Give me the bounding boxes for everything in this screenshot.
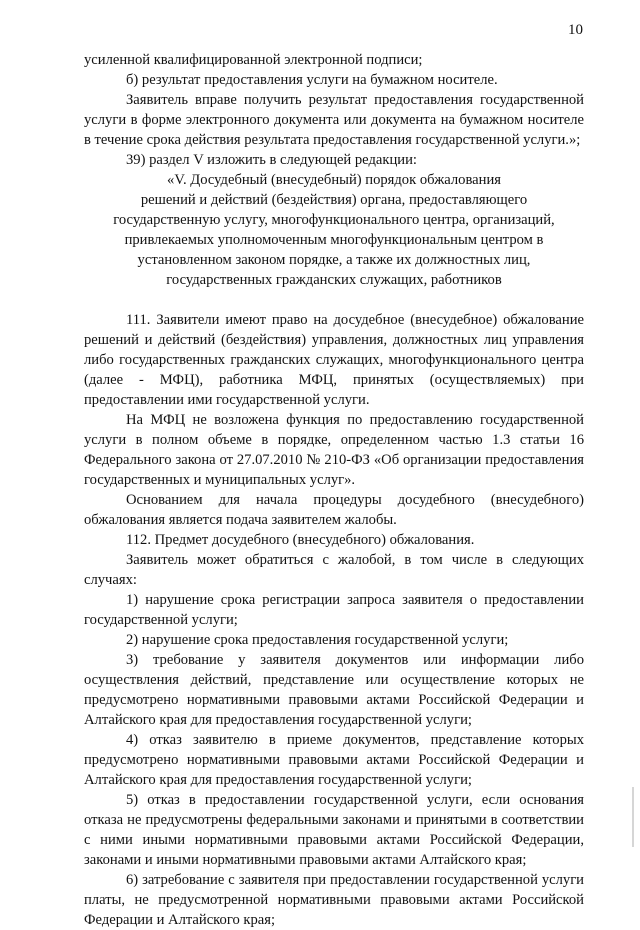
list-item: 6) затребование с заявителя при предоставлении государственной услуги платы, не предусмотренной нормативными правовыми актами Российской Федерации и Алтайского края; xyxy=(84,872,584,928)
paragraph: На МФЦ не возложена функция по предоставлению государственной услуги в полном объеме в порядке, определенном частью 1.3 статьи 16 Федерального закона от 27.07.2010 № 210-ФЗ «Об организации предоставления государственных и муниципальных услуг». xyxy=(84,412,584,488)
page-number: 10 xyxy=(568,22,583,38)
section-heading xyxy=(84,170,584,290)
list-item: 2) нарушение срока предоставления государственной услуги; xyxy=(126,632,509,648)
heading-line: установленном законом порядке, а также их должностных лиц, xyxy=(137,252,531,268)
list-item: 3) требование у заявителя документов или информации либо осуществления действий, представление или осуществление которых не предусмотрено нормативными правовыми актами Российской Федерации и Алтайского края для предоставления государственной услуги; xyxy=(84,652,584,728)
list-item: 5) отказ в предоставлении государственной услуги, если основания отказа не предусмотрены федеральными законами и принятыми в соответствии с ними иными нормативными правовыми актами Российской Федерации, законами и иными нормативными правовыми актами Алтайского края; xyxy=(84,792,584,868)
heading-line: «V. Досудебный (внесудебный) порядок обжалования xyxy=(167,172,501,188)
scan-edge-mark xyxy=(632,787,634,847)
paragraph: 112. Предмет досудебного (внесудебного) обжалования. xyxy=(126,532,475,548)
paragraph: Заявитель вправе получить результат предоставления государственной услуги в форме электронного документа или документа на бумажном носителе в течение срока действия результата предоставления государственной услуги.»; xyxy=(84,92,584,148)
paragraph: 111. Заявители имеют право на досудебное (внесудебное) обжалование решений и действий (бездействия) управления, должностных лиц управления либо государственных гражданских служащих, многофункционального центра (далее - МФЦ), работника МФЦ, принятых (осуществляемых) при предоставлении ими государственной услуги. xyxy=(84,312,584,408)
paragraph: 39) раздел V изложить в следующей редакции: xyxy=(126,152,417,168)
heading-line: привлекаемых уполномоченным многофункциональным центром в xyxy=(124,232,544,248)
document-body xyxy=(84,50,584,930)
heading-line: государственных гражданских служащих, работников xyxy=(166,272,502,288)
heading-line: государственную услугу, многофункционального центра, организаций, xyxy=(113,212,555,228)
list-item: 1) нарушение срока регистрации запроса заявителя о предоставлении государственной услуги; xyxy=(84,592,584,628)
paragraph: б) результат предоставления услуги на бумажном носителе. xyxy=(126,72,498,88)
list-item: 4) отказ заявителю в приеме документов, представление которых предусмотрено нормативными правовыми актами Российской Федерации и Алтайского края для предоставления государственной услуги; xyxy=(84,732,584,788)
heading-line: решений и действий (бездействия) органа, предоставляющего xyxy=(140,192,528,208)
paragraph: Заявитель может обратиться с жалобой, в том числе в следующих случаях: xyxy=(84,552,584,588)
blank-line xyxy=(84,290,584,310)
paragraph: Основанием для начала процедуры досудебного (внесудебного) обжалования является подача заявителем жалобы. xyxy=(84,492,584,528)
paragraph: усиленной квалифицированной электронной подписи; xyxy=(84,52,423,68)
